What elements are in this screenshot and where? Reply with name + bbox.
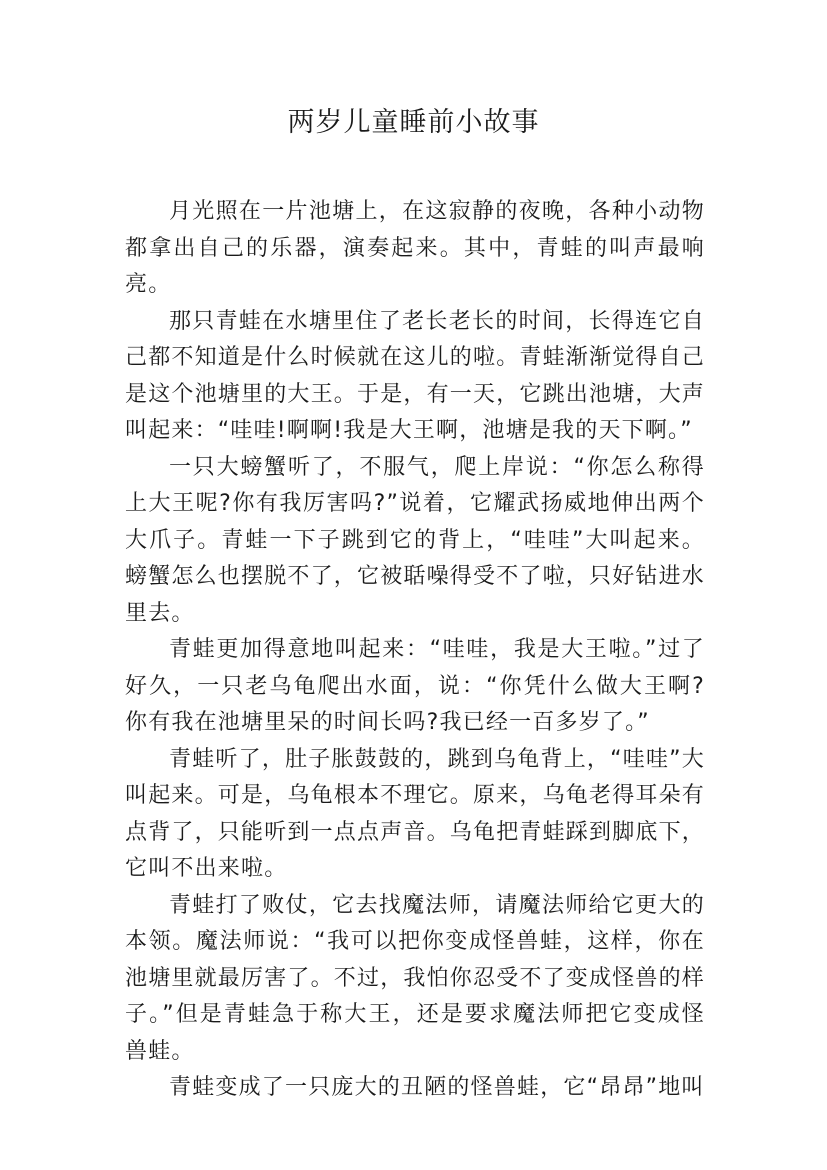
paragraph-5: 青蛙听了，肚子胀鼓鼓的，跳到乌龟背上，“哇哇”大叫起来。可是，乌龟根本不理它。原来，乌龟老得耳朵有点背了，只能听到一点点声音。乌龟把青蛙踩到脚底下，它叫不出来啦。 <box>125 746 706 881</box>
page-title: 两岁儿童睡前小故事 <box>287 107 540 138</box>
paragraph-4: 青蛙更加得意地叫起来：“哇哇，我是大王啦。”过了好久，一只老乌龟爬出水面，说：“你凭什么做大王啊?你有我在池塘里呆的时间长吗?我已经一百多岁了。” <box>125 637 705 735</box>
paragraph-6: 青蛙打了败仗，它去找魔法师，请魔法师给它更大的本领。魔法师说：“我可以把你变成怪兽蛙，这样，你在池塘里就最厉害了。不过，我怕你忍受不了变成怪兽的样子。”但是青蛙急于称大王，还是要求魔法师把它变成怪兽蛙。 <box>125 892 706 1064</box>
paragraph-1: 月光照在一片池塘上，在这寂静的夜晚，各种小动物都拿出自己的乐器，演奏起来。其中，青蛙的叫声最响亮。 <box>125 199 705 297</box>
story-body <box>125 194 705 1107</box>
paragraph-7: 青蛙变成了一只庞大的丑陋的怪兽蛙，它“昂昂”地叫 <box>169 1075 705 1100</box>
paragraph-3: 一只大螃蟹听了，不服气，爬上岸说：“你怎么称得上大王呢?你有我厉害吗?”说着，它耀武扬威地伸出两个大爪子。青蛙一下子跳到它的背上，“哇哇”大叫起来。螃蟹怎么也摆脱不了，它被聒噪得受不了啦，只好钻进水里去。 <box>125 454 706 626</box>
paragraph-2: 那只青蛙在水塘里住了老长老长的时间，长得连它自己都不知道是什么时候就在这儿的啦。青蛙渐渐觉得自己是这个池塘里的大王。于是，有一天，它跳出池塘，大声叫起来：“哇哇!啊啊!我是大王啊，池塘是我的天下啊。” <box>125 308 706 443</box>
